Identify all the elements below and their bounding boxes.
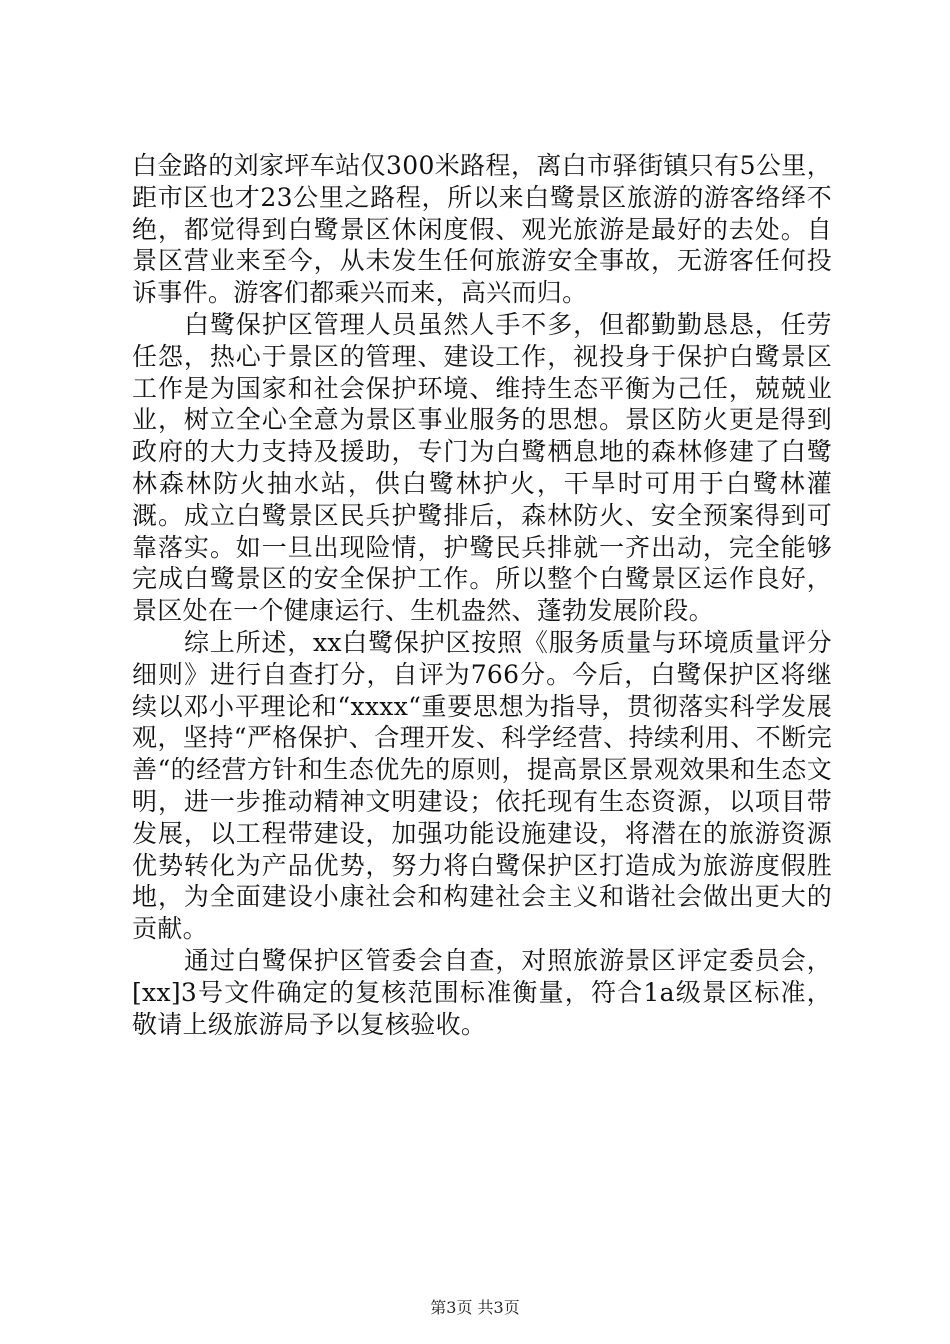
page-number-footer: 第3页 共3页	[430, 1298, 520, 1317]
paragraph-continuation: 白金路的刘家坪车站仅300米路程，离白市驿街镇只有5公里，距市区也才23公里之路程，所以来白鹭景区旅游的游客络绎不绝，都觉得到白鹭景区休闲度假、观光旅游是最好的去处。自景区营业来至今，从未发生任何旅游安全事故，无游客任何投诉事件。游客们都乘兴而来，高兴而归。	[132, 151, 832, 308]
document-body	[132, 150, 832, 1040]
paragraph-summary-and-outlook: 综上所述，xx白鹭保护区按照《服务质量与环境质量评分细则》进行自查打分，自评为766分。今后，白鹭保护区将继续以邓小平理论和“xxxx“重要思想为指导，贯彻落实科学发展观，坚持“严格保护、合理开发、科学经营、持续利用、不断完善“的经营方针和生态优先的原则，提高景区景观效果和生态文明，进一步推动精神文明建设；依托现有生态资源，以项目带发展，以工程带建设，加强功能设施建设，将潜在的旅游资源优势转化为产品优势，努力将白鹭保护区打造成为旅游度假胜地，为全面建设小康社会和构建社会主义和谐社会做出更大的贡献。	[132, 627, 832, 944]
paragraph-staff-and-fire-safety: 白鹭保护区管理人员虽然人手不多，但都勤勤恳恳，任劳任怨，热心于景区的管理、建设工作，视投身于保护白鹭景区工作是为国家和社会保护环境、维持生态平衡为己任，兢兢业业，树立全心全意为景区事业服务的思想。景区防火更是得到政府的大力支持及援助，专门为白鹭栖息地的森林修建了白鹭林森林防火抽水站，供白鹭林护火，干旱时可用于白鹭林灌溉。成立白鹭景区民兵护鹭排后，森林防火、安全预案得到可靠落实。如一旦出现险情，护鹭民兵排就一齐出动，完全能够完成白鹭景区的安全保护工作。所以整个白鹭景区运作良好，景区处在一个健康运行、生机盎然、蓬勃发展阶段。	[132, 309, 832, 626]
paragraph-review-request: 通过白鹭保护区管委会自查，对照旅游景区评定委员会，[xx]3号文件确定的复核范围标准衡量，符合1a级景区标准，敬请上级旅游局予以复核验收。	[132, 945, 832, 1039]
